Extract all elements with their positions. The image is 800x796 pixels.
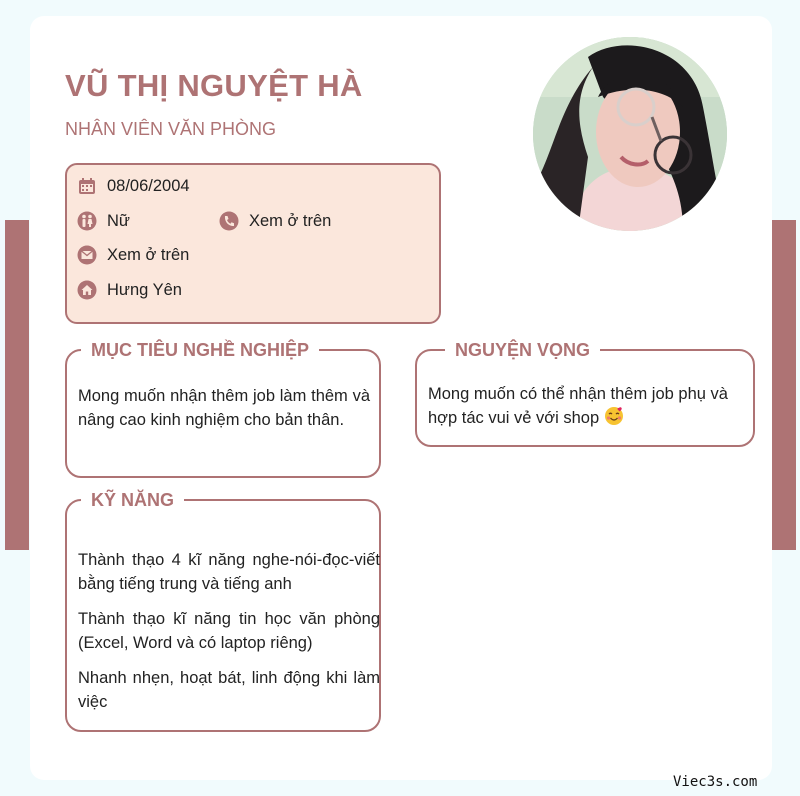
address-text: Hưng Yên [107,280,182,299]
aspiration-text-content: Mong muốn có thể nhận thêm job phụ và hợp tác vui vẻ với shop [428,385,728,427]
gender-row [77,211,130,231]
gender-icon [77,211,97,231]
aspiration-section [415,340,755,447]
skills-list [78,548,380,725]
skill-item: Thành thạo 4 kĩ năng nghe-nói-đọc-viết bằng tiếng trung và tiếng anh [78,551,380,593]
birthday-text: 08/06/2004 [107,176,190,195]
left-accent-bar [5,220,29,550]
phone-icon [219,211,239,231]
career-objective-section [65,340,381,478]
right-accent-bar [772,220,796,550]
phone-text: Xem ở trên [249,211,332,230]
skills-title: KỸ NĂNG [81,489,184,511]
birthday-row [77,176,190,196]
aspiration-title: NGUYỆN VỌNG [445,339,600,361]
email-row [77,245,189,265]
envelope-icon [77,245,97,265]
smiling-face-with-hearts-icon [604,406,624,433]
calendar-icon [77,176,97,196]
home-icon [77,280,97,300]
career-objective-title: MỤC TIÊU NGHỀ NGHIỆP [81,339,319,361]
phone-row [219,211,331,231]
aspiration-text [428,382,748,433]
skills-section [65,490,381,732]
email-text: Xem ở trên [107,245,190,264]
address-row [77,280,182,300]
gender-text: Nữ [107,211,130,230]
career-objective-text: Mong muốn nhận thêm job làm thêm và nâng cao kinh nghiệm cho bản thân. [78,387,370,429]
profile-photo [533,37,727,231]
job-title: NHÂN VIÊN VĂN PHÒNG [65,119,277,139]
candidate-name: VŨ THỊ NGUYỆT HÀ [65,68,363,103]
skill-item: Nhanh nhẹn, hoạt bát, linh động khi làm việc [78,669,380,711]
brand-watermark: Viec3s.com [673,774,758,790]
skill-item: Thành thạo kĩ năng tin học văn phòng (Excel, Word và có laptop riêng) [78,610,380,652]
